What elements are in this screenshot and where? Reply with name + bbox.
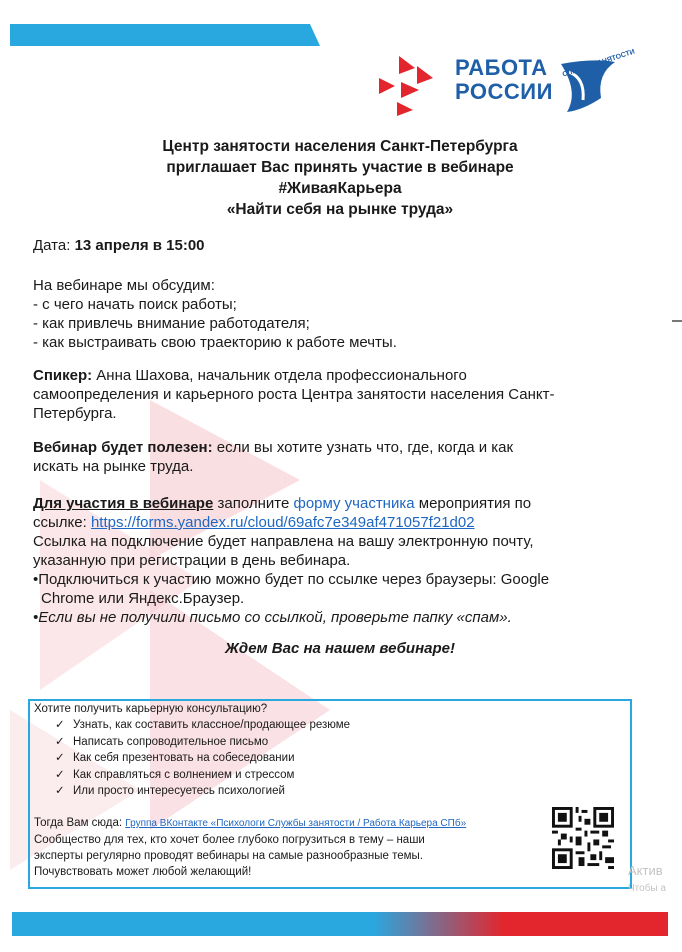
watermark-line2: Чтобы а [628, 883, 666, 894]
qr-code-icon[interactable] [552, 807, 614, 869]
participation-text1: заполните [217, 495, 290, 512]
heading-hashtag: #ЖиваяКарьера [278, 180, 402, 197]
top-accent-bar [10, 24, 320, 46]
check-icon: ✓ [55, 735, 65, 748]
consult-checklist [55, 717, 350, 800]
heading-title: «Найти себя на рынке труда» [226, 201, 454, 218]
participation-text3: ссылке: [33, 514, 87, 531]
form-url-link[interactable]: https://forms.yandex.ru/cloud/69afc7e349af471057f21d02 [90, 514, 475, 531]
topic-item: - как выстраивать свою траекторию к работе мечты. [33, 334, 397, 351]
bottom-accent-bar [12, 912, 668, 936]
rabota-rossii-logo [375, 48, 636, 122]
useful-label: Вебинар будет полезен: [33, 439, 213, 456]
check-icon: ✓ [55, 785, 65, 797]
watermark-line1: Актив [628, 863, 663, 878]
participation-line3: Ссылка на подключение будет направлена на вашу электронную почту, [33, 533, 534, 550]
participation-text2: мероприятия по [418, 495, 532, 512]
speaker-line2: самоопределения и карьерного роста Центра занятости населения Санкт- [33, 386, 555, 403]
speaker-block [33, 366, 653, 423]
bullet2: Если вы не получили письмо со ссылкой, проверьте папку «спам». [38, 609, 512, 626]
topic-item: - как привлечь внимание работодателя; [33, 315, 310, 332]
speaker-label: Спикер: [33, 367, 93, 384]
heading-line1: Центр занятости населения Санкт-Петербурга [162, 138, 518, 155]
list-item: ✓ Или просто интересуетесь психологией [55, 783, 350, 800]
heading [60, 136, 620, 220]
form-link[interactable]: форму участника [293, 495, 415, 512]
closing-line: Ждем Вас на нашем вебинаре! [225, 640, 455, 657]
logo-line1: РАБОТА [455, 55, 548, 80]
bullet1-a: Подключиться к участию можно будет по ссылке через браузеры: Google [38, 571, 550, 588]
bullet1-b: Chrome или Яндекс.Браузер. [41, 590, 245, 607]
useful-block [33, 438, 653, 476]
participation-block [33, 494, 653, 627]
logo-line2: РОССИИ [455, 79, 553, 104]
date-value: 13 апреля в 15:00 [74, 237, 205, 254]
vk-group-link[interactable]: Группа ВКонтакте «Психологи Службы занятости / Работа Карьера СПб» [125, 818, 467, 829]
fold-mark [672, 320, 682, 322]
service-label: СЛУЖБА ЗАНЯТОСТИ [561, 48, 636, 79]
check-icon: ✓ [55, 752, 65, 764]
list-item: ✓ Написать сопроводительное письмо [55, 734, 350, 751]
useful-line1: если вы хотите узнать что, где, когда и как [216, 439, 514, 456]
bullet-icon: • [33, 571, 39, 588]
then-label: Тогда Вам сюда: [34, 817, 123, 829]
list-item: ✓ Как себя презентовать на собеседовании [55, 750, 350, 767]
heading-line2: приглашает Вас принять участие в вебинаре [166, 159, 514, 176]
list-item: ✓ Узнать, как составить классное/продающее резюме [55, 717, 350, 734]
bullet-icon: • [33, 609, 39, 626]
participation-label: Для участия в вебинаре [33, 495, 214, 512]
arrows-logo-icon [375, 52, 445, 118]
check-icon: ✓ [55, 768, 65, 781]
consult-footer [34, 815, 466, 880]
participation-line4: указанную при регистрации в день вебинара. [33, 552, 351, 569]
topics-block [33, 276, 653, 352]
topics-intro: На вебинаре мы обсудим: [33, 277, 215, 294]
useful-line2: искать на рынке труда. [33, 458, 194, 475]
consult-line2: эксперты регулярно проводят вебинары на самые разнообразные темы. [34, 850, 423, 862]
speaker-line3: Петербурга. [33, 405, 117, 422]
activation-watermark [628, 862, 666, 898]
consult-question: Хотите получить карьерную консультацию? [34, 703, 268, 715]
speaker-line1: Анна Шахова, начальник отдела профессионального [96, 367, 467, 384]
date-label: Дата: [33, 237, 71, 254]
consult-line3: Почувствовать может любой желающий! [34, 866, 252, 878]
topic-item: - с чего начать поиск работы; [33, 296, 237, 313]
consult-line1: Сообщество для тех, кто хочет более глубоко погрузиться в тему – наши [34, 834, 425, 846]
list-item: ✓ Как справляться с волнением и стрессом [55, 767, 350, 784]
date-line [33, 236, 653, 255]
check-icon: ✓ [55, 719, 65, 731]
